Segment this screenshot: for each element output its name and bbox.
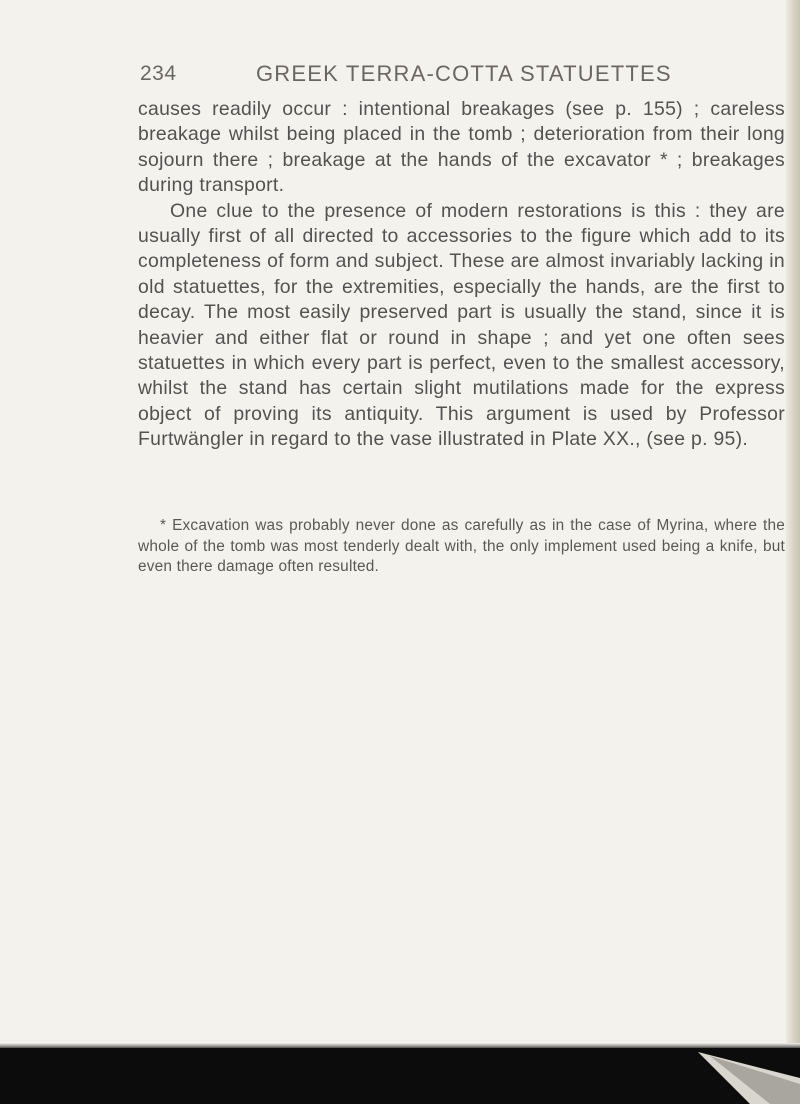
paragraph-1: causes readily occur : intentional breakages (see p. 155) ; careless breakage whilst being placed in the tomb ; deterioration from their long sojourn there ; breakage at the hands of the excavator * ; breakages during transport.	[138, 98, 785, 197]
scan-border	[0, 1048, 800, 1104]
main-text	[138, 97, 785, 453]
running-title: GREEK TERRA-COTTA STATUETTES	[256, 61, 672, 86]
paragraph-2: One clue to the presence of modern restorations is this : they are usually first of all directed to accessories to the figure which add to its completeness of form and subject. These are almost invariably lacking in old statuettes, for the extremities, especially the hands, are the first to decay. The most easily preserved part is usually the stand, since it is heavier and either flat or round in shape ; and yet one often sees statuettes in which every part is perfect, even to the smallest accessory, whilst the stand has certain slight mutilations made for the express object of proving its antiquity. This argument is used by Professor Furtwängler in regard to the vase illustrated in Plate XX., (see p. 95).	[138, 199, 785, 451]
page-corner-curl	[690, 1048, 800, 1104]
page-edge-shadow	[786, 0, 800, 1104]
footnote: * Excavation was probably never done as carefully as in the case of Myrina, where the whole of the tomb was most tenderly dealt with, the only implement used being a knife, but even there damage often resulted.	[138, 517, 785, 575]
page-number: 234	[140, 62, 177, 85]
